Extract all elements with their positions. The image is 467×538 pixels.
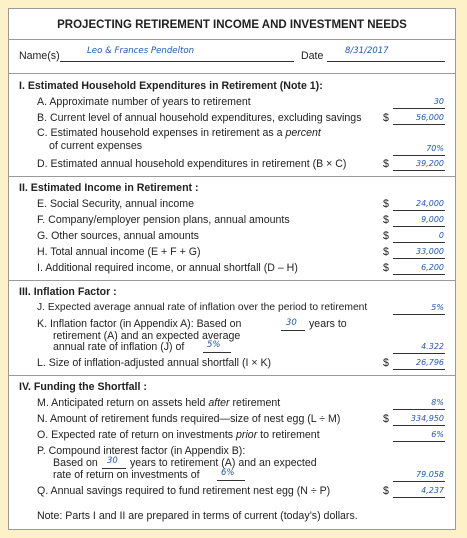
line-k-rate-underline <box>203 352 231 353</box>
line-c-value[interactable]: 70% <box>426 144 444 153</box>
date-label: Date <box>301 50 324 62</box>
line-e-underline <box>393 210 445 211</box>
line-o-underline <box>393 441 445 442</box>
divider <box>9 39 455 40</box>
line-l-dollar: $ <box>383 357 389 369</box>
line-p-label: P. Compound interest factor (in Appendix B): <box>37 445 246 457</box>
section3-heading: III. Inflation Factor : <box>19 286 117 298</box>
line-m-value[interactable]: 8% <box>431 398 444 407</box>
date-field[interactable]: 8/31/2017 <box>345 46 389 56</box>
line-d-label: D. Estimated annual household expenditures in retirement (B × C) <box>37 158 347 170</box>
line-b-underline <box>393 124 445 125</box>
name-field[interactable]: Leo & Frances Pendelton <box>87 46 195 56</box>
line-k-underline <box>393 353 445 354</box>
line-k-years-underline <box>281 330 305 331</box>
divider <box>9 375 455 376</box>
line-i-value[interactable]: 6,200 <box>421 263 444 272</box>
line-i-underline <box>393 274 445 275</box>
name-field-line <box>60 61 294 62</box>
line-k-label-cont2: annual rate of inflation (J) of <box>53 341 185 353</box>
line-d-dollar: $ <box>383 158 389 170</box>
line-p-rate-underline <box>217 480 245 481</box>
divider <box>9 73 455 74</box>
line-j-label: J. Expected average annual rate of inflation over the period to retirement <box>37 302 368 313</box>
line-n-dollar: $ <box>383 413 389 425</box>
section2-heading: II. Estimated Income in Retirement : <box>19 182 199 194</box>
name-label: Name(s) <box>19 50 60 62</box>
line-e-label: E. Social Security, annual income <box>37 198 195 210</box>
line-q-underline <box>393 497 445 498</box>
line-b-label: B. Current level of annual household expenditures, excluding savings <box>37 112 362 124</box>
line-h-dollar: $ <box>383 246 389 258</box>
line-j-value[interactable]: 5% <box>431 303 444 312</box>
line-p-label-d: rate of return on investments of <box>53 469 200 481</box>
section1-heading: I. Estimated Household Expenditures in Retirement (Note 1): <box>19 80 323 92</box>
line-q-value[interactable]: 4,237 <box>421 486 444 495</box>
line-a-underline <box>393 108 445 109</box>
line-h-value[interactable]: 33,000 <box>416 247 444 256</box>
line-f-dollar: $ <box>383 214 389 226</box>
line-a-value[interactable]: 30 <box>433 97 444 106</box>
line-g-label: G. Other sources, annual amounts <box>37 230 199 242</box>
line-o-value[interactable]: 6% <box>431 430 444 439</box>
line-q-label: Q. Annual savings required to fund retirement nest egg (N ÷ P) <box>37 485 331 497</box>
line-n-underline <box>393 425 445 426</box>
line-k-label-cont: retirement (A) and an expected average <box>53 330 241 342</box>
line-c-underline <box>393 155 445 156</box>
line-c-label-cont: of current expenses <box>49 140 143 152</box>
line-m-underline <box>393 409 445 410</box>
line-l-value[interactable]: 26,796 <box>416 358 444 367</box>
line-f-underline <box>393 226 445 227</box>
line-b-dollar: $ <box>383 112 389 124</box>
divider <box>9 176 455 177</box>
line-n-label: N. Amount of retirement funds required—size of nest egg (L ÷ M) <box>37 413 341 425</box>
line-g-value[interactable]: 0 <box>438 231 444 240</box>
line-p-label-b: Based on <box>53 457 98 469</box>
line-h-underline <box>393 258 445 259</box>
divider <box>9 280 455 281</box>
line-d-underline <box>393 170 445 171</box>
line-f-value[interactable]: 9,000 <box>421 215 444 224</box>
line-c-label: C. Estimated household expenses in retirement as a percent <box>37 127 321 139</box>
section4-heading: IV. Funding the Shortfall : <box>19 381 147 393</box>
line-k-years[interactable]: 30 <box>286 318 297 328</box>
line-i-label: I. Additional required income, or annual shortfall (D – H) <box>37 262 298 274</box>
line-g-underline <box>393 242 445 243</box>
line-l-label: L. Size of inflation-adjusted annual shortfall (I × K) <box>37 357 272 369</box>
line-i-dollar: $ <box>383 262 389 274</box>
line-k-value[interactable]: 4.322 <box>421 342 444 351</box>
line-m-label: M. Anticipated return on assets held after retirement <box>37 397 281 409</box>
line-k-label: K. Inflation factor (in Appendix A): Based on <box>37 318 242 330</box>
line-p-underline <box>393 481 445 482</box>
line-p-years[interactable]: 30 <box>107 456 118 466</box>
line-e-dollar: $ <box>383 198 389 210</box>
line-k-rate[interactable]: 5% <box>207 340 221 350</box>
worksheet-title: PROJECTING RETIREMENT INCOME AND INVESTMENT NEEDS <box>57 19 407 31</box>
line-p-value[interactable]: 79.058 <box>416 470 444 479</box>
worksheet-card <box>8 8 456 530</box>
line-a-label: A. Approximate number of years to retirement <box>37 96 251 108</box>
line-d-value[interactable]: 39,200 <box>416 159 444 168</box>
line-g-dollar: $ <box>383 230 389 242</box>
date-field-line <box>327 61 445 62</box>
line-p-rate[interactable]: 6% <box>221 468 235 478</box>
line-p-label-c: years to retirement (A) and an expected <box>130 457 317 469</box>
line-o-label: O. Expected rate of return on investments prior to retirement <box>37 429 320 441</box>
line-e-value[interactable]: 24,000 <box>416 199 444 208</box>
line-f-label: F. Company/employer pension plans, annual amounts <box>37 214 290 226</box>
line-q-dollar: $ <box>383 485 389 497</box>
line-l-underline <box>393 369 445 370</box>
line-j-underline <box>393 314 445 315</box>
line-n-value[interactable]: 334,950 <box>410 414 444 423</box>
line-k-label-b: years to <box>309 318 347 330</box>
footnote: Note: Parts I and II are prepared in terms of current (today’s) dollars. <box>37 510 358 522</box>
line-h-label: H. Total annual income (E + F + G) <box>37 246 201 258</box>
line-b-value[interactable]: 56,000 <box>416 113 444 122</box>
